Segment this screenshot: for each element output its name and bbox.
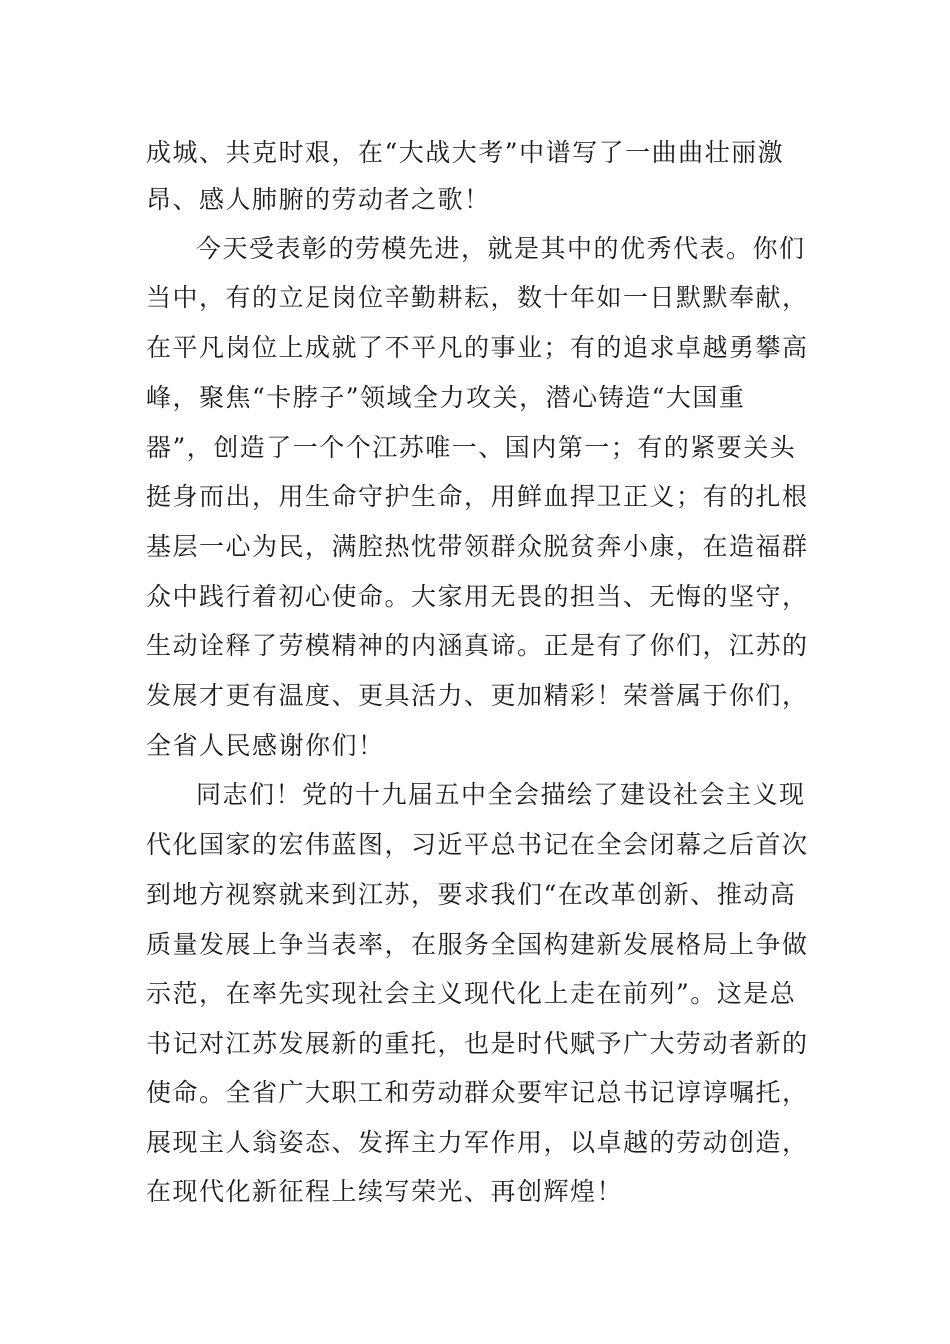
text-line: 昂、感人肺腑的劳动者之歌！	[146, 185, 491, 214]
text-line: 使命。全省广大职工和劳动群众要牢记总书记谆谆嘱托，	[146, 1078, 809, 1107]
text-line: 众中践行着初心使命。大家用无畏的担当、无悔的坚守，	[146, 582, 809, 611]
text-line: 质量发展上争当表率，在服务全国构建新发展格局上争做	[146, 930, 809, 959]
text-line: 峰，聚焦“卡脖子”领域全力攻关，潜心铸造“大国重	[146, 383, 746, 412]
text-line: 生动诠释了劳模精神的内涵真谛。正是有了你们，江苏的	[146, 631, 809, 660]
text-line: 挺身而出，用生命守护生命，用鲜血捍卫正义；有的扎根	[146, 482, 809, 511]
text-line: 在现代化新征程上续写荣光、再创辉煌！	[146, 1177, 624, 1206]
text-line: 展现主人翁姿态、发挥主力军作用，以卓越的劳动创造，	[146, 1128, 809, 1157]
text-line: 当中，有的立足岗位辛勤耕耘，数十年如一日默默奉献，	[146, 283, 809, 312]
text-line: 代化国家的宏伟蓝图，习近平总书记在全会闭幕之后首次	[146, 830, 809, 859]
text-line: 基层一心为民，满腔热忱带领群众脱贫奔小康，在造福群	[146, 532, 809, 561]
text-line: 器”，创造了一个个江苏唯一、国内第一；有的紧要关头	[146, 433, 797, 462]
text-line: 发展才更有温度、更具活力、更加精彩！荣誉属于你们，	[146, 681, 809, 710]
paragraph-start-line: 同志们！党的十九届五中全会描绘了建设社会主义现	[196, 780, 806, 809]
paragraph-start-line: 今天受表彰的劳模先进，就是其中的优秀代表。你们	[196, 234, 806, 263]
text-line: 全省人民感谢你们！	[146, 731, 385, 760]
text-line: 示范，在率先实现社会主义现代化上走在前列”。这是总	[146, 979, 797, 1008]
text-line: 在平凡岗位上成就了不平凡的事业；有的追求卓越勇攀高	[146, 333, 809, 362]
text-line: 书记对江苏发展新的重托，也是时代赋予广大劳动者新的	[146, 1029, 809, 1058]
text-line: 到地方视察就来到江苏，要求我们“在改革创新、推动高	[146, 880, 797, 909]
text-line: 成城、共克时艰，在“大战大考”中谱写了一曲曲壮丽激	[146, 138, 785, 167]
